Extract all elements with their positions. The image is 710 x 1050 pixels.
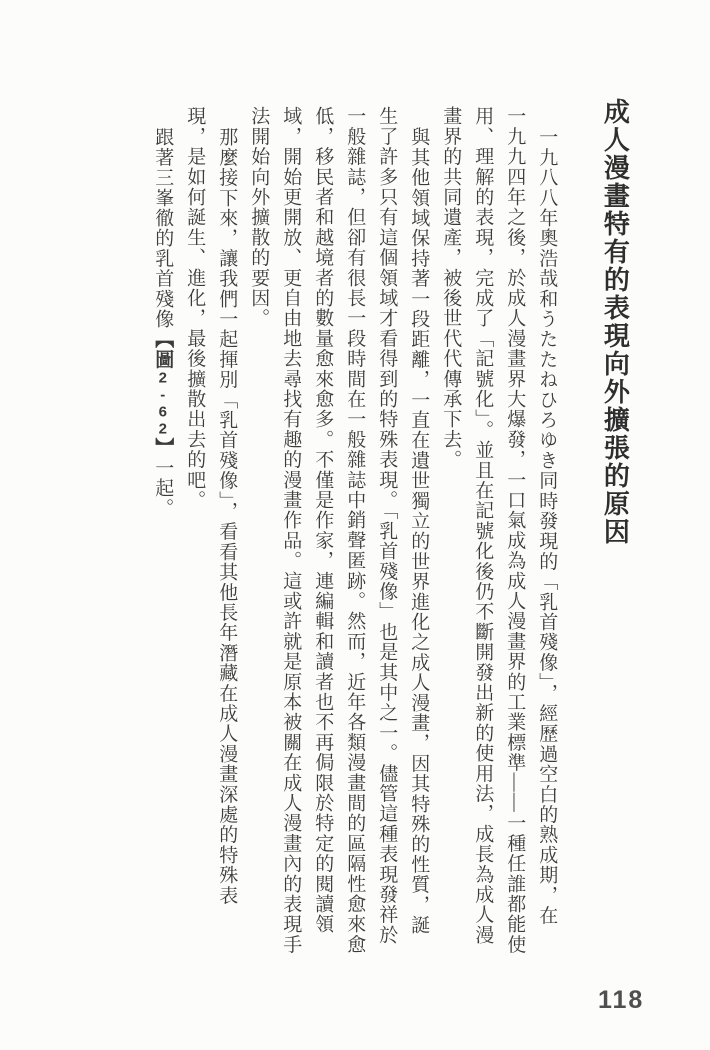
text-column: 一九九四年之後，於成人漫畫界大爆發，一口氣成為成人漫畫界的工業標準——一種任誰都能使	[504, 106, 526, 955]
page-number: 118	[598, 986, 645, 1014]
chapter-title: 成人漫畫特有的表現向外擴張的原因	[600, 98, 631, 546]
text-column: 現，是如何誕生、進化，最後擴散出去的吧。	[184, 106, 206, 510]
text-column: 一九八八年奧浩哉和うたたねひろゆき同時發現的「乳首殘像」，經歷過空白的熟成期，在	[536, 127, 558, 926]
figure-ref-number: 2-62	[154, 369, 172, 438]
figure-ref-open: 【圖	[152, 329, 174, 370]
text-run: 跟著三峯徹的乳首殘像	[152, 127, 174, 329]
text-column: 與其他領域保持著一段距離，一直在遺世獨立的世界進化之成人漫畫，因其特殊的性質，誕	[408, 127, 430, 935]
text-column: 一般雜誌，但卻有很長一段時間在一般雜誌中銷聲匿跡。然而，近年各類漫畫間的區隔性愈來愈	[344, 106, 366, 955]
figure-ref-close: 】	[152, 437, 174, 458]
text-column: 法開始向外擴散的要因。	[248, 106, 270, 329]
text-column: 域，開始更開放、更自由地去尋找有趣的漫畫作品。這或許就是原本被關在成人漫畫內的表現手	[280, 106, 302, 955]
text-column	[152, 127, 173, 518]
text-column: 那麼接下來，讓我們一起揮別「乳首殘像」，看看其他長年潛藏在成人漫畫深處的特殊表	[216, 127, 238, 906]
text-column: 生了許多只有這個領域才看得到的特殊表現。「乳首殘像」也是其中之一。儘管這種表現發祥於	[376, 106, 398, 945]
figure-reference	[152, 329, 173, 458]
text-column: 用、理解的表現，完成了「記號化」。並且在記號化後仍不斷開發出新的使用法，成長為成人漫	[472, 106, 494, 945]
text-run: 一起。	[152, 457, 174, 519]
text-column: 畫界的共同遺產，被後世代代傳承下去。	[440, 106, 462, 470]
text-column: 低，移民者和越境者的數量愈來愈多。不僅是作家，連編輯和讀者也不再侷限於特定的閱讀領	[312, 106, 334, 935]
